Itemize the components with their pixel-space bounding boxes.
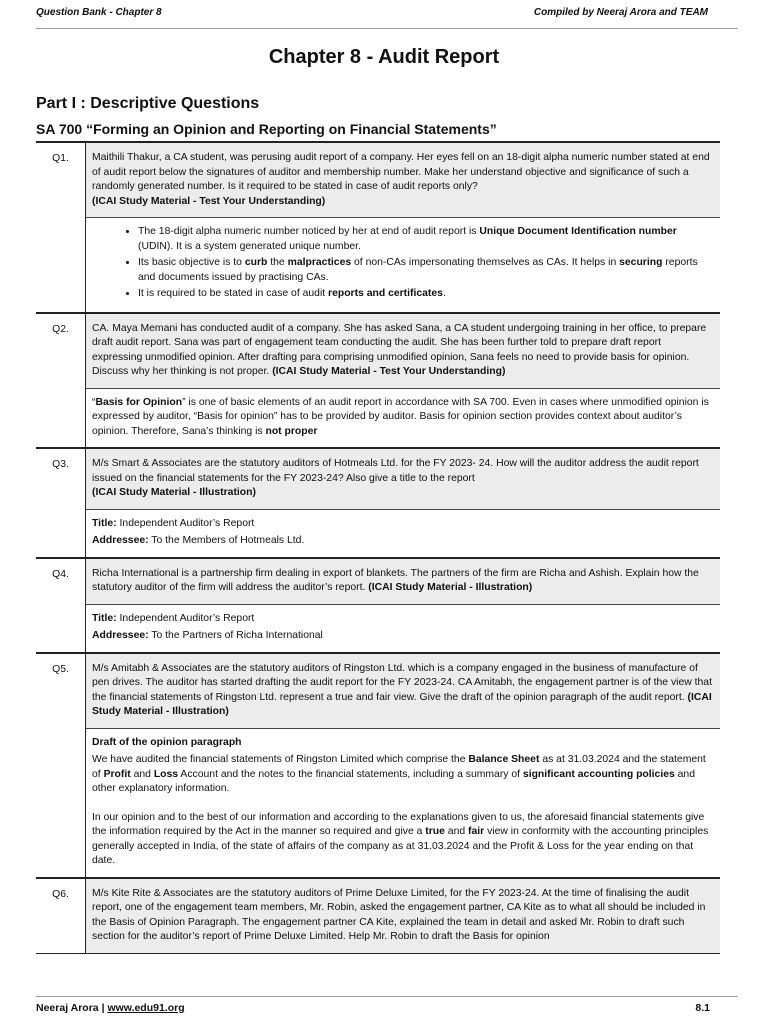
question-text: CA. Maya Memani has conducted audit of a company. She has asked Sana, a CA student undergoing training in her office, to prepare draft audit report. Sana was part of engagement team conducting the audit. She has been further told to prepare draft report expressing unmodified opinion. After drafting para comprising unmodified opinion, Sana feels no need to provide basis for opinion. Discuss why her thinking is not proper. (ICAI Study Material - Test Your Understanding) (86, 313, 721, 389)
answer-row (36, 388, 720, 448)
chapter-title: Chapter 8 - Audit Report (268, 46, 500, 68)
question-text: Richa International is a partnership firm dealing in export of blankets. The partners of the firm are Richa and Ashish. Explain how the statutory auditor of the firm will address the auditor’s report. (ICAI Study Material - Illustration) (86, 558, 721, 605)
footer-divider (36, 996, 738, 997)
question-row (36, 558, 720, 605)
part-title: Part I : Descriptive Questions (36, 95, 260, 112)
header-divider (36, 28, 738, 29)
answer-row (36, 218, 720, 313)
page-number: 8.1 (695, 1002, 710, 1014)
report-title-line: Title: Independent Auditor’s Report (92, 517, 255, 529)
running-header-left: Question Bank - Chapter 8 (36, 7, 162, 18)
section-title: SA 700 “Forming an Opinion and Reporting on Financial Statements” (36, 121, 497, 137)
question-row (36, 653, 720, 729)
question-text: M/s Kite Rite & Associates are the statutory auditors of Prime Deluxe Limited, for the FY 2023-24. At the time of finalising the audit report, one of the engagement team members, Mr. Robin, asked the engagement partner, CA Kite as to what all should be included in the Basis of Opinion Paragraph. The engagement partner CA Kite, explained the team in detail and asked Mr. Robin to draft such section for the auditor’s report of Prime Deluxe Limited. Help Mr. Robin to draft the Basis for opinion (86, 878, 721, 954)
answer-bullet: • It is required to be stated in case of audit reports and certificates. (138, 287, 714, 302)
question-number: Q3. (36, 448, 86, 558)
question-number: Q2. (36, 313, 86, 449)
question-row (36, 448, 720, 509)
answer-text (86, 218, 721, 313)
question-number: Q5. (36, 653, 86, 878)
source-tag: (ICAI Study Material - Test Your Understanding) (272, 366, 506, 377)
footer-website-link[interactable]: www.edu91.org (107, 1002, 185, 1014)
opinion-paragraph-2: In our opinion and to the best of our information and according to the explanations given to us, the aforesaid financial statements give the information required by the Act in the manner so required and give a true and fair view in conformity with the accounting principles generally accepted in India, of the state of affairs of the company as at 31.03.2024 and the Profit & Loss for the year ending on that date. (92, 811, 709, 866)
source-tag: (ICAI Study Material - Illustration) (368, 582, 533, 593)
running-header-right: Compiled by Neeraj Arora and TEAM (533, 7, 708, 18)
answer-bullet: • The 18-digit alpha numeric number noticed by her at end of audit report is Unique Document Identification number (UDIN). It is a system generated unique number. (138, 225, 714, 254)
question-row (36, 313, 720, 389)
source-tag: (ICAI Study Material - Test Your Understanding) (92, 195, 326, 207)
answer-row (36, 604, 720, 653)
draft-heading: Draft of the opinion paragraph (92, 736, 242, 748)
addressee-line: Addressee: To the Partners of Richa International (92, 630, 323, 641)
question-number: Q4. (36, 558, 86, 653)
answer-row (36, 509, 720, 558)
answer-row (36, 728, 720, 878)
source-tag: (ICAI Study Material - Illustration) (92, 691, 712, 717)
answer-text (86, 604, 721, 653)
question-table (36, 141, 720, 954)
answer-bullet-list (92, 225, 714, 302)
footer-credit: Neeraj Arora | www.edu91.org (36, 1002, 185, 1014)
question-row (36, 878, 720, 954)
source-tag: (ICAI Study Material - Illustration) (92, 487, 256, 498)
addressee-line: Addressee: To the Members of Hotmeals Ltd. (92, 535, 305, 546)
footer-author: Neeraj Arora (36, 1002, 99, 1014)
question-text: M/s Smart & Associates are the statutory auditors of Hotmeals Ltd. for the FY 2023- 24. How will the auditor address the audit report issued on the financial statements for the FY 2023-24? Also give a title to the report (ICAI Study Material - Illustration) (86, 448, 721, 509)
opinion-paragraph-1: We have audited the financial statements of Ringston Limited which comprise the Balance Sheet as at 31.03.2024 and the statement of Profit and Loss Account and the notes to the financial statements, including a summary of significant accounting policies and other explanatory information. (92, 754, 706, 794)
question-number: Q6. (36, 878, 86, 954)
report-title-line: Title: Independent Auditor’s Report (92, 612, 255, 624)
question-number: Q1. (36, 142, 86, 313)
question-row (36, 142, 720, 218)
answer-text: “Basis for Opinion” is one of basic elements of an audit report in accordance with SA 700. Even in cases where unmodified opinion is expressed by auditor, “Basis for opinion” has to be provided by auditor. Basis for opinion section provides context about auditor’s opinion. Therefore, Sana’s thinking is not proper (86, 388, 721, 448)
answer-bullet: • Its basic objective is to curb the malpractices of non-CAs impersonating themselves as CAs. It helps in securing reports and documents issued by practising CAs. (138, 256, 714, 285)
answer-text (86, 509, 721, 558)
question-text: M/s Amitabh & Associates are the statutory auditors of Ringston Ltd. which is a company engaged in the business of manufacture of pen drives. The auditor has started drafting the audit report for the FY 2023-24. CA Amitabh, the engagement partner is of the view that the financial statements of Ringston Ltd. represent a true and fair view. Give the draft of the opinion paragraph of the audit report. (ICAI Study Material - Illustration) (86, 653, 721, 729)
question-text: Maithili Thakur, a CA student, was perusing audit report of a company. Her eyes fell on an 18-digit alpha numeric number stated at end of audit report below the signatures of auditor and membership number. Make her understand objective and significance of such a randomly generated number. Is it required to be stated in case of audit reports only? (ICAI Study Material - Test Your Understanding) (86, 142, 721, 218)
answer-text (86, 728, 721, 878)
